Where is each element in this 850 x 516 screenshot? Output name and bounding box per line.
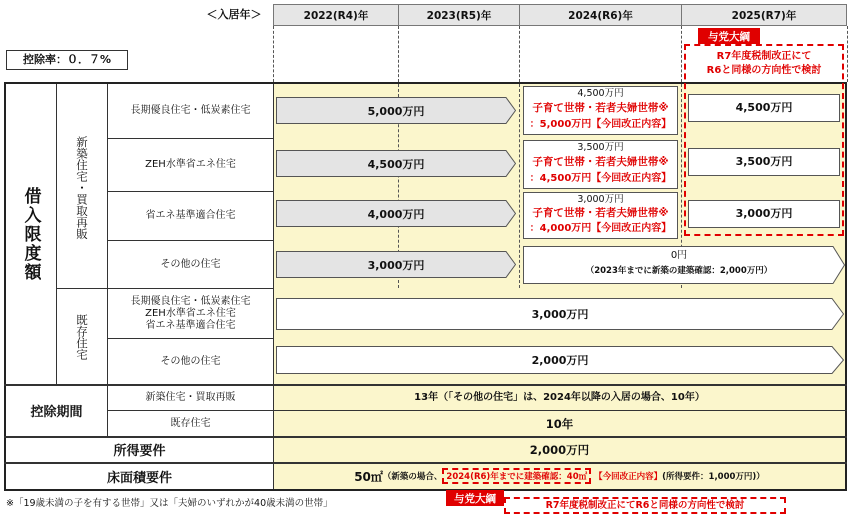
move-in-year-label: ＜入居年＞ [206,8,262,21]
column-divider [519,26,520,82]
r6-value-long-term: 4,500万円 [577,87,624,99]
deduction-period-title: 控除期間 [30,405,83,420]
value-r4r5-long-term: 5,000万円 [367,104,425,118]
arrow-r4r5-long-term [276,97,516,124]
existing-label-line: 省エネ基準適合住宅 [145,319,236,331]
r6-value-energy: 3,000万円 [577,193,624,205]
row-label-other-new: その他の住宅 [160,258,221,270]
floor-area-tail: (所得要件：1,000万円)） [662,472,765,482]
r6-value-zeh: 3,500万円 [577,141,624,153]
r6-special-amount-long-term: ：5,000万円【今回改正内容】 [529,119,672,130]
r6-special-long-term: 子育て世帯・若者夫婦世帯※ [532,102,669,114]
r7-proposal-tag: 与党大綱 [698,28,760,44]
r6-box-energy [523,192,678,239]
period-label-existing: 既存住宅 [170,417,211,429]
year-header-2025: 2025(R7)年 [681,4,847,26]
existing-group-label: 既存住宅 [75,314,89,360]
arrow-r4r5-energy [276,200,516,227]
value-r4r5-energy: 4,000万円 [367,207,425,221]
existing-label-line: ZEH水準省エネ住宅 [145,307,236,319]
floor-area-title: 床面積要件 [106,470,172,486]
column-divider [398,26,399,82]
floor-area-main: 50㎡ [354,469,383,484]
floor-area-value [274,463,845,489]
year-header-2022: 2022(R4)年 [273,4,399,26]
value-existing-qualified: 3,000万円 [531,308,589,321]
r7-value-zeh: 3,500万円 [688,148,840,176]
r6-box-zeh [523,140,678,189]
r6-special-amount-energy: ：4,000万円【今回改正内容】 [529,223,672,234]
period-label-new: 新築住宅・買取再販 [145,391,236,403]
new-build-group-label: 新築住宅・買取再販 [75,136,89,240]
value-existing-other: 2,000万円 [531,354,589,367]
r7-proposal-line2: R6と同様の方向性で検討 [706,65,822,76]
r7-proposal-line1: R7年度税制改正にて [716,51,812,62]
arrow-existing-other [276,346,844,374]
column-divider [273,26,274,82]
value-r4r5-zeh: 4,500万円 [367,157,425,171]
value-r4r5-other: 3,000万円 [367,258,425,272]
period-value-existing: 10年 [545,416,574,431]
deduction-rate-box: 控除率：０．７% [6,50,128,70]
floor-area-red: 2024(R6)年までに建築確認：40㎡ [442,468,591,484]
bottom-proposal-text: R7年度税制改正にてR6と同様の方向性で検討 [504,497,786,514]
r6-box-long-term [523,86,678,135]
row-label-existing-qualified [108,289,273,338]
r6r7-value-other: 0円 [670,250,688,261]
row-label-zeh: ZEH水準省エネ住宅 [145,159,236,170]
row-label-existing-other: その他の住宅 [160,355,221,367]
income-title: 所得要件 [113,444,166,459]
floor-area-paren: （新築の場合、 [382,472,443,482]
existing-label-line: 長期優良住宅・低炭素住宅 [130,295,251,307]
footnote: ※「19歳未満の子を有する世帯」又は「夫婦のいずれかが40歳未満の世帯」 [6,498,333,509]
arrow-r4r5-other [276,251,516,278]
year-header-2023: 2023(R5)年 [398,4,520,26]
bottom-proposal-tag: 与党大綱 [446,490,504,506]
column-divider [847,26,848,82]
row-label-long-term-quality: 長期優良住宅・低炭素住宅 [130,105,251,116]
income-value: 2,000万円 [529,442,590,457]
period-value-new: 13年（「その他の住宅」は、2024年以降の入居の場合、10年） [414,391,705,403]
year-header-2024: 2024(R6)年 [519,4,682,26]
borrowing-limit-title: 借入限度額 [20,186,41,282]
arrow-r4r5-zeh [276,150,516,177]
r6-special-zeh: 子育て世帯・若者夫婦世帯※ [532,156,669,168]
row-label-energy-standard: 省エネ基準適合住宅 [145,210,236,221]
r7-value-energy: 3,000万円 [688,200,840,228]
r6-special-energy: 子育て世帯・若者夫婦世帯※ [532,207,669,219]
floor-area-red-tail: 【今回改正内容】 [594,472,663,482]
arrow-existing-qualified [276,298,844,330]
column-divider [681,26,682,82]
arrow-r6r7-other [523,246,845,284]
r6-special-amount-zeh: ：4,500万円【今回改正内容】 [529,173,672,184]
r7-value-long-term: 4,500万円 [688,94,840,122]
r6r7-note-other: （2023年までに新築の建築確認：2,000万円） [585,266,773,276]
